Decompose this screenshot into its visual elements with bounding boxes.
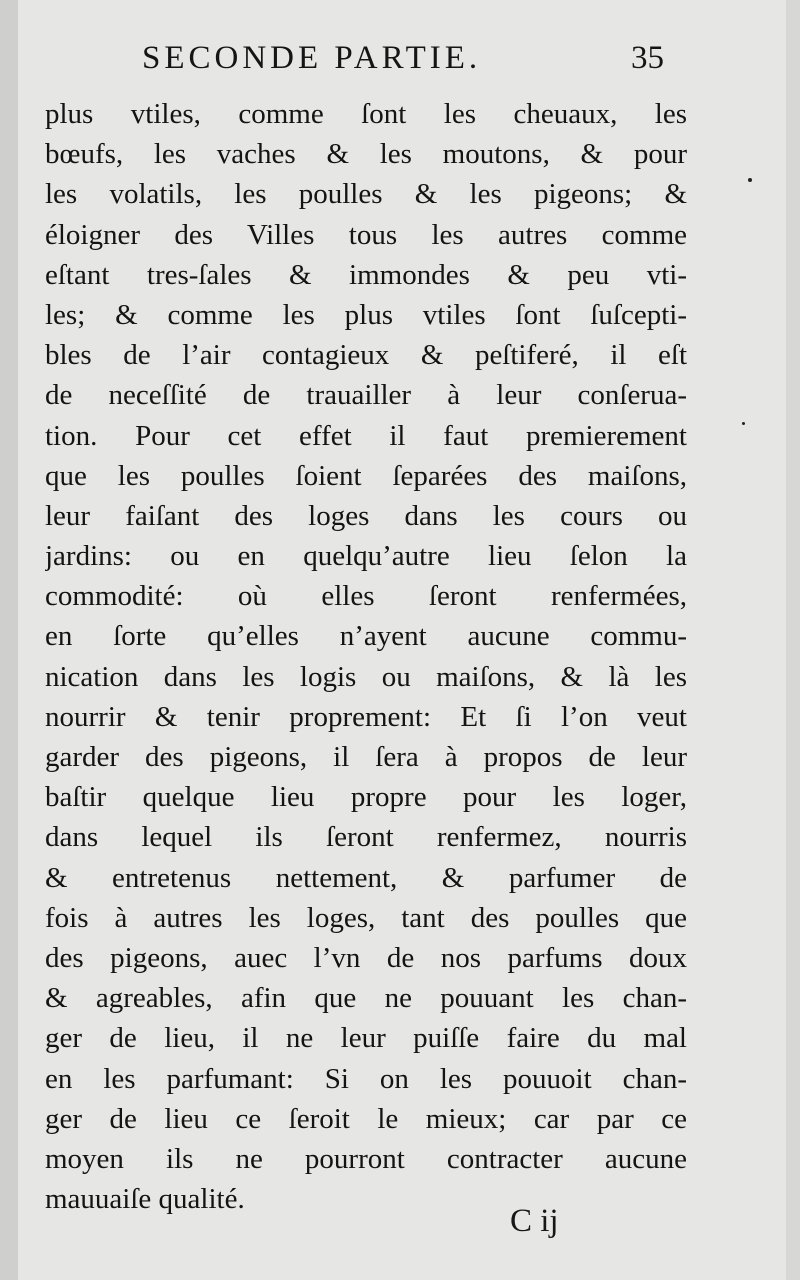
text-line: nication dans les logis ou maiſons, & là les	[45, 660, 687, 693]
page-header	[0, 30, 800, 94]
signature-mark: C ij	[510, 1203, 559, 1239]
running-title: SECONDE PARTIE.	[142, 40, 482, 76]
text-line: fois à autres les loges, tant des poulles que	[45, 901, 687, 934]
body-text	[45, 94, 687, 1219]
text-line: en les parfumant: Si on les pouuoit chan-	[45, 1062, 687, 1095]
text-line: dans lequel ils ſeront renfermez, nourris	[45, 821, 687, 854]
text-line: plus vtiles, comme ſont les cheuaux, les	[45, 98, 687, 130]
text-line: éloigner des Villes tous les autres comme	[45, 218, 687, 251]
text-line: tion. Pour cet effet il faut premierement	[45, 419, 687, 452]
text-line: bœufs, les vaches & les moutons, & pour	[45, 138, 687, 171]
text-line: moyen ils ne pourront contracter aucune	[45, 1142, 687, 1175]
ink-speck	[742, 422, 745, 425]
text-line: eſtant tres-ſales & immondes & peu vti-	[45, 258, 687, 291]
text-line: garder des pigeons, il ſera à propos de leur	[45, 741, 687, 773]
text-line: bles de l’air contagieux & peſtiferé, il eſt	[45, 339, 687, 372]
text-line: nourrir & tenir proprement: Et ſi l’on veut	[45, 700, 687, 733]
text-line: leur faiſant des loges dans les cours ou	[45, 499, 687, 532]
text-line: & entretenus nettement, & parfumer de	[45, 861, 687, 894]
text-line: ger de lieu ce ſeroit le mieux; car par ce	[45, 1102, 687, 1135]
text-line: ger de lieu, il ne leur puiſſe faire du mal	[45, 1022, 687, 1055]
text-line: que les poulles ſoient ſeparées des maiſons,	[45, 459, 687, 492]
text-line: de neceſſité de trauailler à leur conſerua-	[45, 379, 687, 412]
text-line: en ſorte qu’elles n’ayent aucune commu-	[45, 620, 687, 653]
ink-speck	[748, 178, 752, 182]
text-line: des pigeons, auec l’vn de nos parfums doux	[45, 941, 687, 974]
text-line: les volatils, les poulles & les pigeons; &	[45, 178, 687, 211]
text-line-last: mauuaiſe qualité.	[45, 1183, 245, 1216]
text-line: baſtir quelque lieu propre pour les loger,	[45, 781, 687, 814]
text-line: & agreables, afin que ne pouuant les chan-	[45, 982, 687, 1015]
page-number: 35	[631, 40, 664, 76]
text-line: jardins: ou en quelqu’autre lieu ſelon la	[45, 540, 687, 573]
text-line: commodité: où elles ſeront renfermées,	[45, 580, 687, 613]
text-line: les; & comme les plus vtiles ſont ſuſcepti-	[45, 298, 687, 331]
